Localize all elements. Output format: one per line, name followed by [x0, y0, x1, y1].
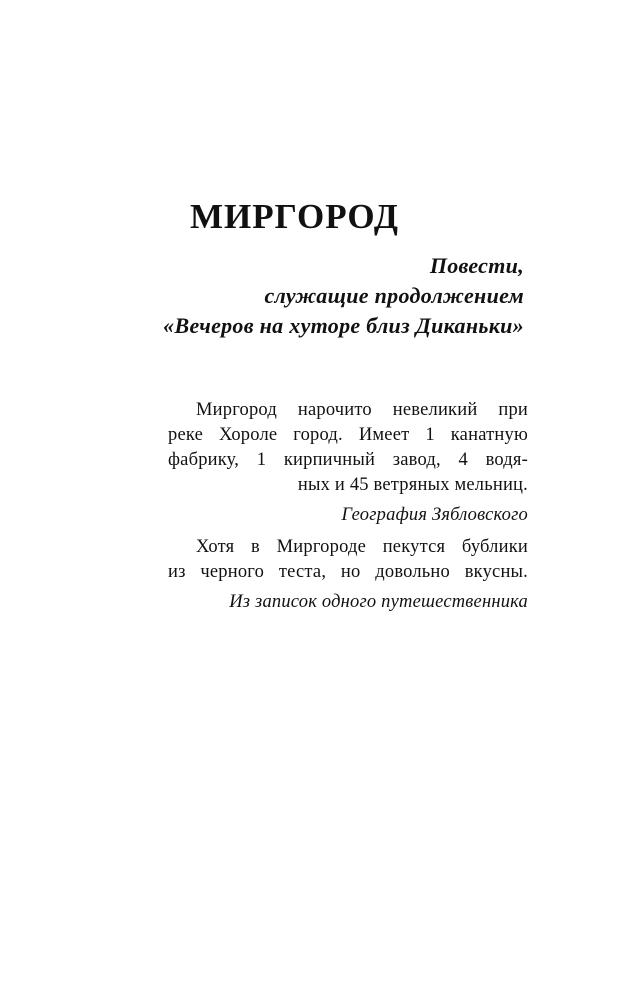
epigraph-source: География Зябловского [341, 505, 528, 525]
subtitle-line: «Вечеров на хуторе близ Диканьки» [163, 313, 524, 338]
epigraph-line: фабрику, 1 кирпичный завод, 4 водя- [168, 450, 528, 470]
epigraph [168, 398, 528, 528]
epigraph-line: Хотя в Миргороде пекутся бублики [196, 537, 528, 557]
epigraph-line: Миргород нарочито невеликий при [196, 400, 528, 420]
epigraph-line: из черного теста, но довольно вкусны. [168, 562, 528, 582]
epigraph-line: ных и 45 ветряных мельниц. [297, 475, 528, 495]
epigraph-source: Из записок одного путешественника [229, 592, 528, 612]
subtitle-line: Повести, [429, 253, 524, 278]
epigraph-line: реке Хороле город. Имеет 1 канатную [168, 425, 528, 445]
subtitle [24, 251, 524, 341]
epigraph [168, 535, 528, 615]
subtitle-line: служащие продолжением [264, 283, 524, 308]
page-title: МИРГОРОД [190, 197, 399, 236]
